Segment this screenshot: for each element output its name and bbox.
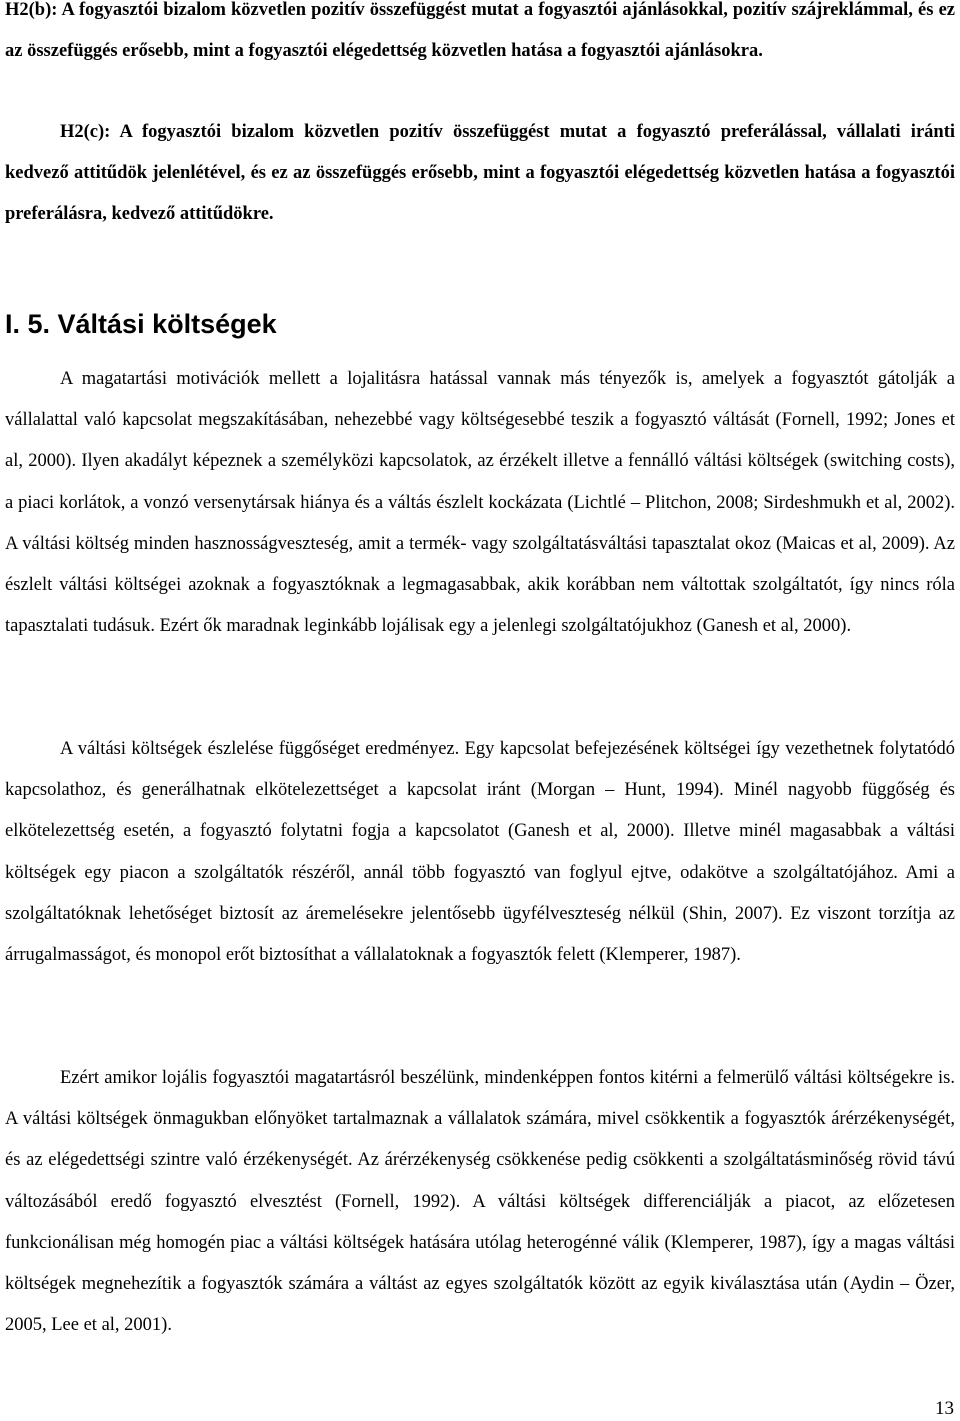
body-paragraph-3: Ezért amikor lojális fogyasztói magatartásról beszélünk, mindenképpen fontos kitérni a felmerülő váltási költségekre is. A váltási költségek önmagukban előnyöket tartalmaznak a vállalatok számára, mivel csökkentik a fogyasztók árérzékenységét, és az elégedettségi szintre való érzékenységét. Az árérzékenység csökkenése pedig csökkenti a szolgáltatásminőség rövid távú változásából eredő fogyasztó elvesztést (Fornell, 1992). A váltási költségek differenciálják a piacot, az előzetesen funkcionálisan még homogén piac a váltási költségek hatására utólag heterogénné válik (Klemperer, 1987), így a magas váltási költségek megnehezítik a fogyasztók számára a váltást az egyes szolgáltatók között az egyik kiválasztása után (Aydin – Özer, 2005, Lee et al, 2001). [5, 1068, 955, 1336]
section-heading: I. 5. Váltási költségek [5, 309, 277, 339]
body-paragraph-2: A váltási költségek észlelése függőséget eredményez. Egy kapcsolat befejezésének költségei így vezethetnek folytatódó kapcsolathoz, és generálhatnak elkötelezettséget a kapcsolat iránt (Morgan – Hunt, 1994). Minél nagyobb függőség és elkötelezettség esetén, a fogyasztó folytatni fogja a kapcsolatot (Ganesh et al, 2000). Illetve minél magasabbak a váltási költségek egy piacon a szolgáltatók részéről, annál több fogyasztó van foglyul ejtve, odakötve a szolgáltatójához. Ami a szolgáltatóknak lehetőséget biztosít az áremelésekre jelentősebb ügyfélveszteség nélkül (Shin, 2007). Ez viszont torzítja az árrugalmasságot, és monopol erőt biztosíthat a vállalatoknak a fogyasztók felett (Klemperer, 1987). [5, 739, 955, 966]
page-number: 13 [935, 1398, 954, 1419]
hypothesis-h2b: H2(b): A fogyasztói bizalom közvetlen pozitív összefüggést mutat a fogyasztói ajánlásokkal, pozitív szájreklámmal, és ez az összefüggés erősebb, mint a fogyasztói elégedettség közvetlen hatása a fogyasztói ajánlásokra. [5, 0, 955, 62]
hypothesis-h2c: H2(c): A fogyasztói bizalom közvetlen pozitív összefüggést mutat a fogyasztó preferálással, vállalati iránti kedvező attitűdök jelenlétével, és ez az összefüggés erősebb, mint a fogyasztói elégedettség közvetlen hatása a fogyasztói preferálásra, kedvező attitűdökre. [5, 122, 955, 225]
body-paragraph-1: A magatartási motivációk mellett a lojalitásra hatással vannak más tényezők is, amelyek a fogyasztót gátolják a vállalattal való kapcsolat megszakításában, nehezebbé vagy költségesebbé teszik a fogyasztó váltását (Fornell, 1992; Jones et al, 2000). Ilyen akadályt képeznek a személyközi kapcsolatok, az érzékelt illetve a fennálló váltási költségek (switching costs), a piaci korlátok, a vonzó versenytársak hiánya és a váltás észlelt kockázata (Lichtlé – Plitchon, 2008; Sirdeshmukh et al, 2002). A váltási költség minden hasznosságveszteség, amit a termék- vagy szolgáltatásváltási tapasztalat okoz (Maicas et al, 2009). Az észlelt váltási költségei azoknak a fogyasztóknak a legmagasabbak, akik korábban nem váltottak szolgáltatót, így nincs róla tapasztalati tudásuk. Ezért ők maradnak leginkább lojálisak egy a jelenlegi szolgáltatójukhoz (Ganesh et al, 2000). [5, 369, 955, 637]
